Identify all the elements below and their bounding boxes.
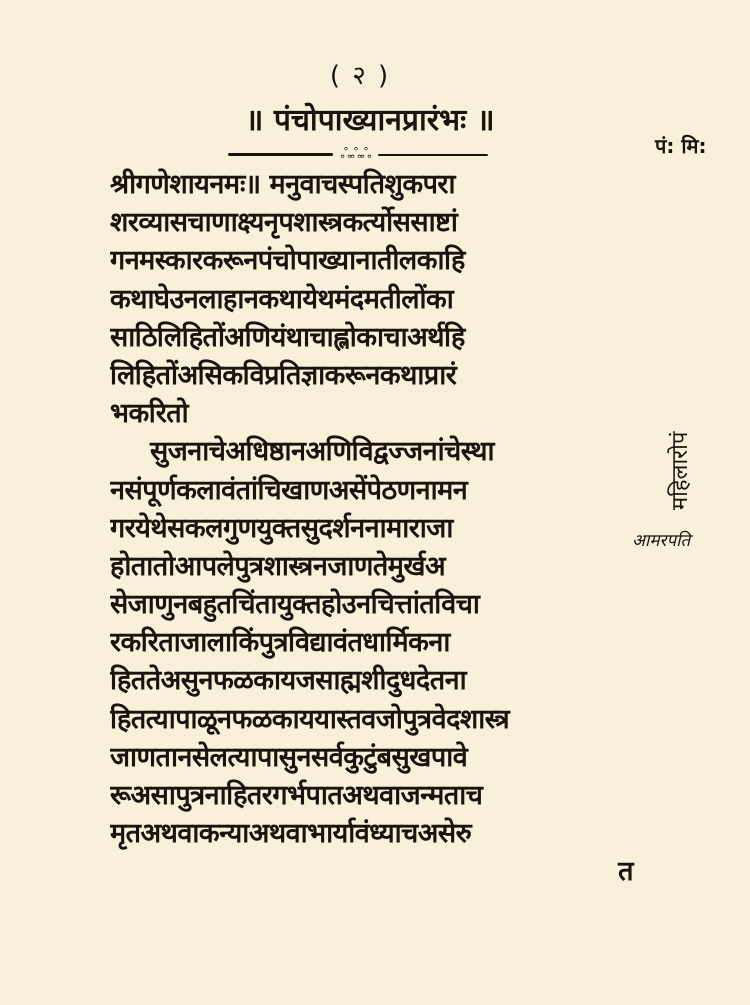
text-line: मृतअथवाकन्याअथवाभार्यावंध्याचअसेरु [110, 818, 472, 850]
text-line: शरव्यासचाणाक्ष्यनृपशास्त्रकर्त्योससाष्टां [110, 207, 458, 239]
page-number: ( २ ) [329, 61, 391, 91]
text-line: गरयेथेसकलगुणयुक्तसुदर्शननामाराजा [110, 512, 453, 544]
text-line: सेजाणुनबहुतचिंतायुक्तहोउनचित्तांतविचा [110, 589, 480, 621]
text-line: होतातोआपलेपुत्रशास्त्रनजाणतेमुर्खअ [110, 550, 446, 582]
manuscript-text [110, 166, 655, 892]
text-line: साठिलिहितोंअणियंथाचाह्लोकाचाअर्थहि [110, 321, 465, 353]
margin-note-side: आमरपति [632, 531, 691, 551]
text-line: लिहितोंअसिकविप्रतिज्ञाकरूनकथाप्रारं [110, 359, 457, 391]
text-line: नसंपूर्णकलावंतांचिखाणअसेंपेठणनामन [110, 474, 468, 506]
margin-note-top-right: पं: मि: [655, 134, 707, 158]
catchword: त [618, 856, 633, 888]
ornament-flourish: ஃஃஃ [340, 146, 371, 162]
text-line: हिततेअसुनफळकायजसाह्मशीदुधदेतना [110, 665, 467, 697]
text-line: सुजनाचेअधिष्ठानअणिविद्वज्जनांचेस्था [150, 436, 494, 468]
text-line: रूअसापुत्रनाहितरगर्भपातअथवाजन्मताच [110, 780, 483, 811]
margin-note-vertical: महिलारोपं [668, 431, 693, 510]
text-line: श्रीगणेशायनमः॥ मनुवाचस्पतिशुकपरा [110, 169, 455, 200]
text-line: कथाघेउनलाहानकथायेथमंदमतीलोंका [110, 283, 454, 315]
title-ornament [228, 146, 488, 162]
ornament-rule-right [378, 154, 488, 156]
text-line: भकरितो [110, 398, 189, 430]
text-line: हितत्यापाळूनफळकाययास्तवजोपुत्रवेदशास्त्र [110, 703, 510, 735]
text-line: जाणतानसेलत्यापासुनसर्वकुटुंबसुखपावे [110, 741, 468, 773]
page-title: ॥ पंचोपाख्यानप्रारंभः ॥ [245, 103, 495, 138]
text-line: गनमस्कारकरूनपंचोपाख्यानातीलकाहि [110, 245, 465, 277]
text-line: रकरिताजालाकिंपुत्रविद्यावंतधार्मिकना [110, 627, 450, 659]
ornament-rule-left [228, 153, 333, 156]
